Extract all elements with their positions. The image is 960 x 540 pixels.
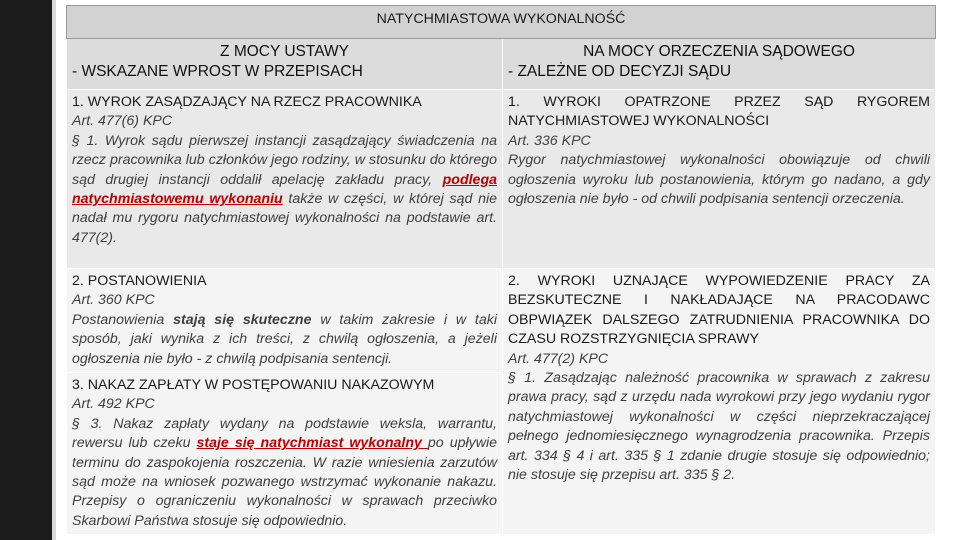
- section2-text: [72, 311, 497, 369]
- right2-heading: 2. WYROKI UZNAJĄCE WYPOWIEDZENIE PRACY ZA BEZSKUTECZNE I NAKŁADAJĄCE NA PRACODAWC OBPWIĄZEK DALSZEGO ZATRUDNIENIA PRACOWNIKA DO CZASU ROZSTRZYGNIĘCIA SPRAWY: [508, 273, 930, 348]
- section3-cell: [67, 373, 503, 535]
- section1-text-before: § 1. Wyrok sądu pierwszej instancji zasądzający świadczenia na rzecz pracownika lub członków jego rodziny, w stosunku do którego sąd drugiej instancji oddalił apelację zakładu pracy,: [72, 132, 497, 188]
- left-header-line2: - WSKAZANE WPROST W PRZEPISACH: [72, 63, 363, 80]
- section3-article: Art. 492 KPC: [72, 396, 155, 413]
- left-header-line1: Z MOCY USTAWY: [220, 43, 349, 60]
- section1-text: [72, 132, 497, 248]
- section1-cell: [67, 90, 503, 269]
- right1-heading: 1. WYROKI OPATRZONE PRZEZ SĄD RYGOREM NATYCHMIASTOWEJ WYKONALNOŚCI: [508, 94, 930, 130]
- section2-text-after: w takim zakresie i w taki sposób, jaki wynika z ich treści, z chwilą ogłoszenia, a jeżeli ogłoszenia nie było - z chwilą podpisania sentencji.: [72, 311, 497, 367]
- section1-highlight: podlega natychmiastowemu wykonaniu: [72, 171, 497, 208]
- section3-highlight: staje się natychmiast wykonalny: [196, 435, 428, 452]
- right-column-header: [503, 39, 936, 90]
- section1-heading: 1. WYROK ZASĄDZAJĄCY NA RZECZ PRACOWNIKA: [72, 94, 422, 110]
- right2-article: Art. 477(2) KPC: [508, 350, 609, 367]
- section3-heading: 3. NAKAZ ZAPŁATY W POSTĘPOWANIU NAKAZOWYM: [72, 377, 435, 394]
- right-header-line2: - ZALEŻNE OD DECYZJI SĄDU: [508, 63, 732, 80]
- section2-text-before: Postanowienia: [72, 311, 174, 328]
- section3-text: [72, 415, 497, 531]
- right2-cell: [503, 269, 936, 535]
- section1-text-after: także w części, w której sąd nie nadał mu rygoru natychmiastowej wykonalności na podstawie art. 477(2).: [72, 191, 497, 246]
- section3-text-after: po upływie terminu do zaspokojenia roszczenia. W razie wniesienia zarzutów sąd może na wniosek pozwanego wstrzymać wykonanie nakazu. Przepisy o ograniczeniu wykonalności w sprawach przeciwko Skarbowi Państwa stosuje się odpowiednio.: [72, 435, 498, 529]
- left-column-header: [67, 39, 503, 90]
- section3-text-before: § 3. Nakaz zapłaty wydany na podstawie weksla, warrantu, rewersu lub czeku: [72, 415, 497, 452]
- comparison-table: [66, 5, 936, 535]
- right1-article: Art. 336 KPC: [508, 132, 591, 149]
- section2-heading: 2. POSTANOWIENIA: [72, 273, 207, 289]
- left-decorative-bar: [0, 0, 52, 540]
- section2-cell: [67, 269, 503, 373]
- right1-cell: [503, 90, 936, 269]
- section2-bold: stają się skuteczne: [173, 311, 312, 328]
- section1-article: Art. 477(6) KPC: [72, 113, 173, 130]
- right2-text: § 1. Zasądzając należność pracownika w sprawach z zakresu prawa pracy, sąd z urzędu nada wyrokowi przy jego wydaniu rygor natychmiastowej wykonalności w części nieprzekraczającej pełnego jednomiesięcznego wynagrodzenia pracownika. Przepis art. 334 § 4 i art. 335 § 1 zdanie drugie stosuje się odpowiednio; nie stosuje się przepisu art. 335 § 2.: [508, 370, 930, 484]
- section2-article: Art. 360 KPC: [72, 292, 155, 309]
- left-accent-strip: [52, 0, 56, 540]
- table-title: NATYCHMIASTOWA WYKONALNOŚĆ: [67, 6, 936, 39]
- right1-text: Rygor natychmiastowej wykonalności obowiązuje od chwili ogłoszenia wyroku lub postanowienia, którym go nadano, a gdy ogłoszenia nie było - od chwili podpisania sentencji orzeczenia.: [508, 152, 930, 208]
- right-header-line1: NA MOCY ORZECZENIA SĄDOWEGO: [583, 43, 855, 60]
